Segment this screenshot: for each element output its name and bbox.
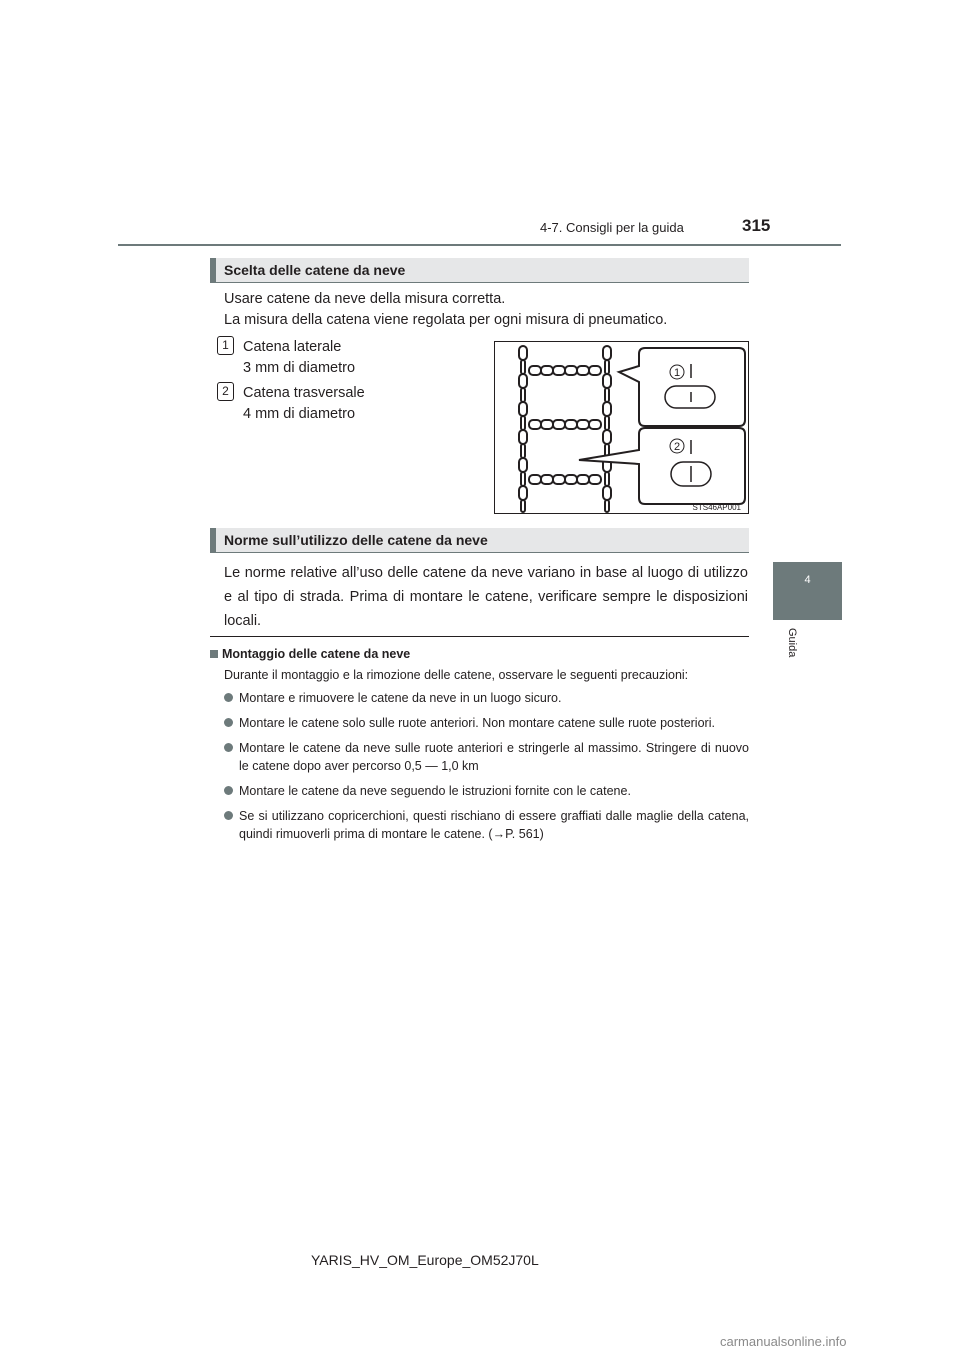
item-badge: 1 [217, 336, 234, 355]
bullet-dot-icon [224, 786, 233, 795]
list-item: Montare le catene da neve seguendo le istruzioni fornite con le catene. [224, 782, 749, 800]
section-heading-chain-choice [210, 258, 749, 283]
note-title-text: Montaggio delle catene da neve [222, 647, 411, 661]
section-title: 4-7. Consigli per la guida [540, 220, 684, 235]
item-spec: 4 mm di diametro [243, 406, 356, 422]
note-title [210, 647, 410, 661]
item-spec: 3 mm di diametro [243, 360, 356, 376]
snow-chain-illustration [494, 341, 749, 514]
note-divider [210, 636, 749, 637]
heading-accent-bar [210, 528, 216, 552]
section-heading-text: Norme sull’utilizzo delle catene da neve [224, 532, 488, 548]
cross-chain-middle [529, 420, 601, 429]
watermark: carmanualsonline.info [720, 1334, 847, 1349]
list-item: Montare le catene da neve sulle ruote anteriori e stringerle al massimo. Stringere di nuovo le catene dopo aver percorso 0,5 — 1,0 km [224, 739, 749, 775]
document-id: YARIS_HV_OM_Europe_OM52J70L [311, 1252, 539, 1268]
intro-line: Usare catene da neve della misura corretta. [224, 291, 506, 307]
callout-label-1: 1 [673, 367, 681, 379]
square-bullet-icon [210, 650, 218, 658]
note-intro: Durante il montaggio e la rimozione delle catene, osservare le seguenti precauzioni: [224, 668, 689, 682]
chain-drawing [495, 342, 748, 513]
bullet-dot-icon [224, 693, 233, 702]
list-item: Montare e rimuovere le catene da neve in un luogo sicuro. [224, 689, 749, 707]
side-chain-left [519, 346, 527, 512]
chain-item-side [243, 337, 355, 379]
page-number: 315 [742, 216, 771, 235]
item-name: Catena trasversale [243, 385, 365, 401]
chapter-label: Guida [786, 628, 798, 658]
cross-chain-bottom [529, 475, 601, 484]
list-item: Se si utilizzano copricerchioni, questi rischiano di essere graffiati dalle maglie della catena, quindi rimuoverli prima di montare le catene. (→P. 561) [224, 807, 749, 843]
section-heading-text: Scelta delle catene da neve [224, 262, 406, 278]
callout-label-2: 2 [673, 441, 681, 453]
chapter-tab[interactable] [773, 562, 842, 620]
bullet-dot-icon [224, 743, 233, 752]
section-heading-chain-rules [210, 528, 749, 553]
chapter-number: 4 [804, 574, 811, 586]
header-divider [118, 244, 841, 246]
precautions-list [224, 689, 749, 850]
figure-code: STS46AP001 [692, 503, 741, 512]
side-chain-right [603, 346, 611, 512]
intro-line: La misura della catena viene regolata per ogni misura di pneumatico. [224, 312, 668, 328]
chain-item-cross [243, 383, 365, 425]
callout-box-1 [619, 348, 745, 426]
bullet-dot-icon [224, 718, 233, 727]
cross-chain-top [529, 366, 601, 375]
list-item: Montare le catene solo sulle ruote anteriori. Non montare catene sulle ruote posteriori. [224, 714, 749, 732]
item-name: Catena laterale [243, 339, 342, 355]
heading-accent-bar [210, 258, 216, 282]
rules-paragraph: Le norme relative all’uso delle catene da neve variano in base al luogo di utilizzo e al tipo di strada. Prima di montare le catene, verificare sempre le disposizioni locali. [224, 565, 748, 629]
bullet-dot-icon [224, 811, 233, 820]
item-badge: 2 [217, 382, 234, 401]
